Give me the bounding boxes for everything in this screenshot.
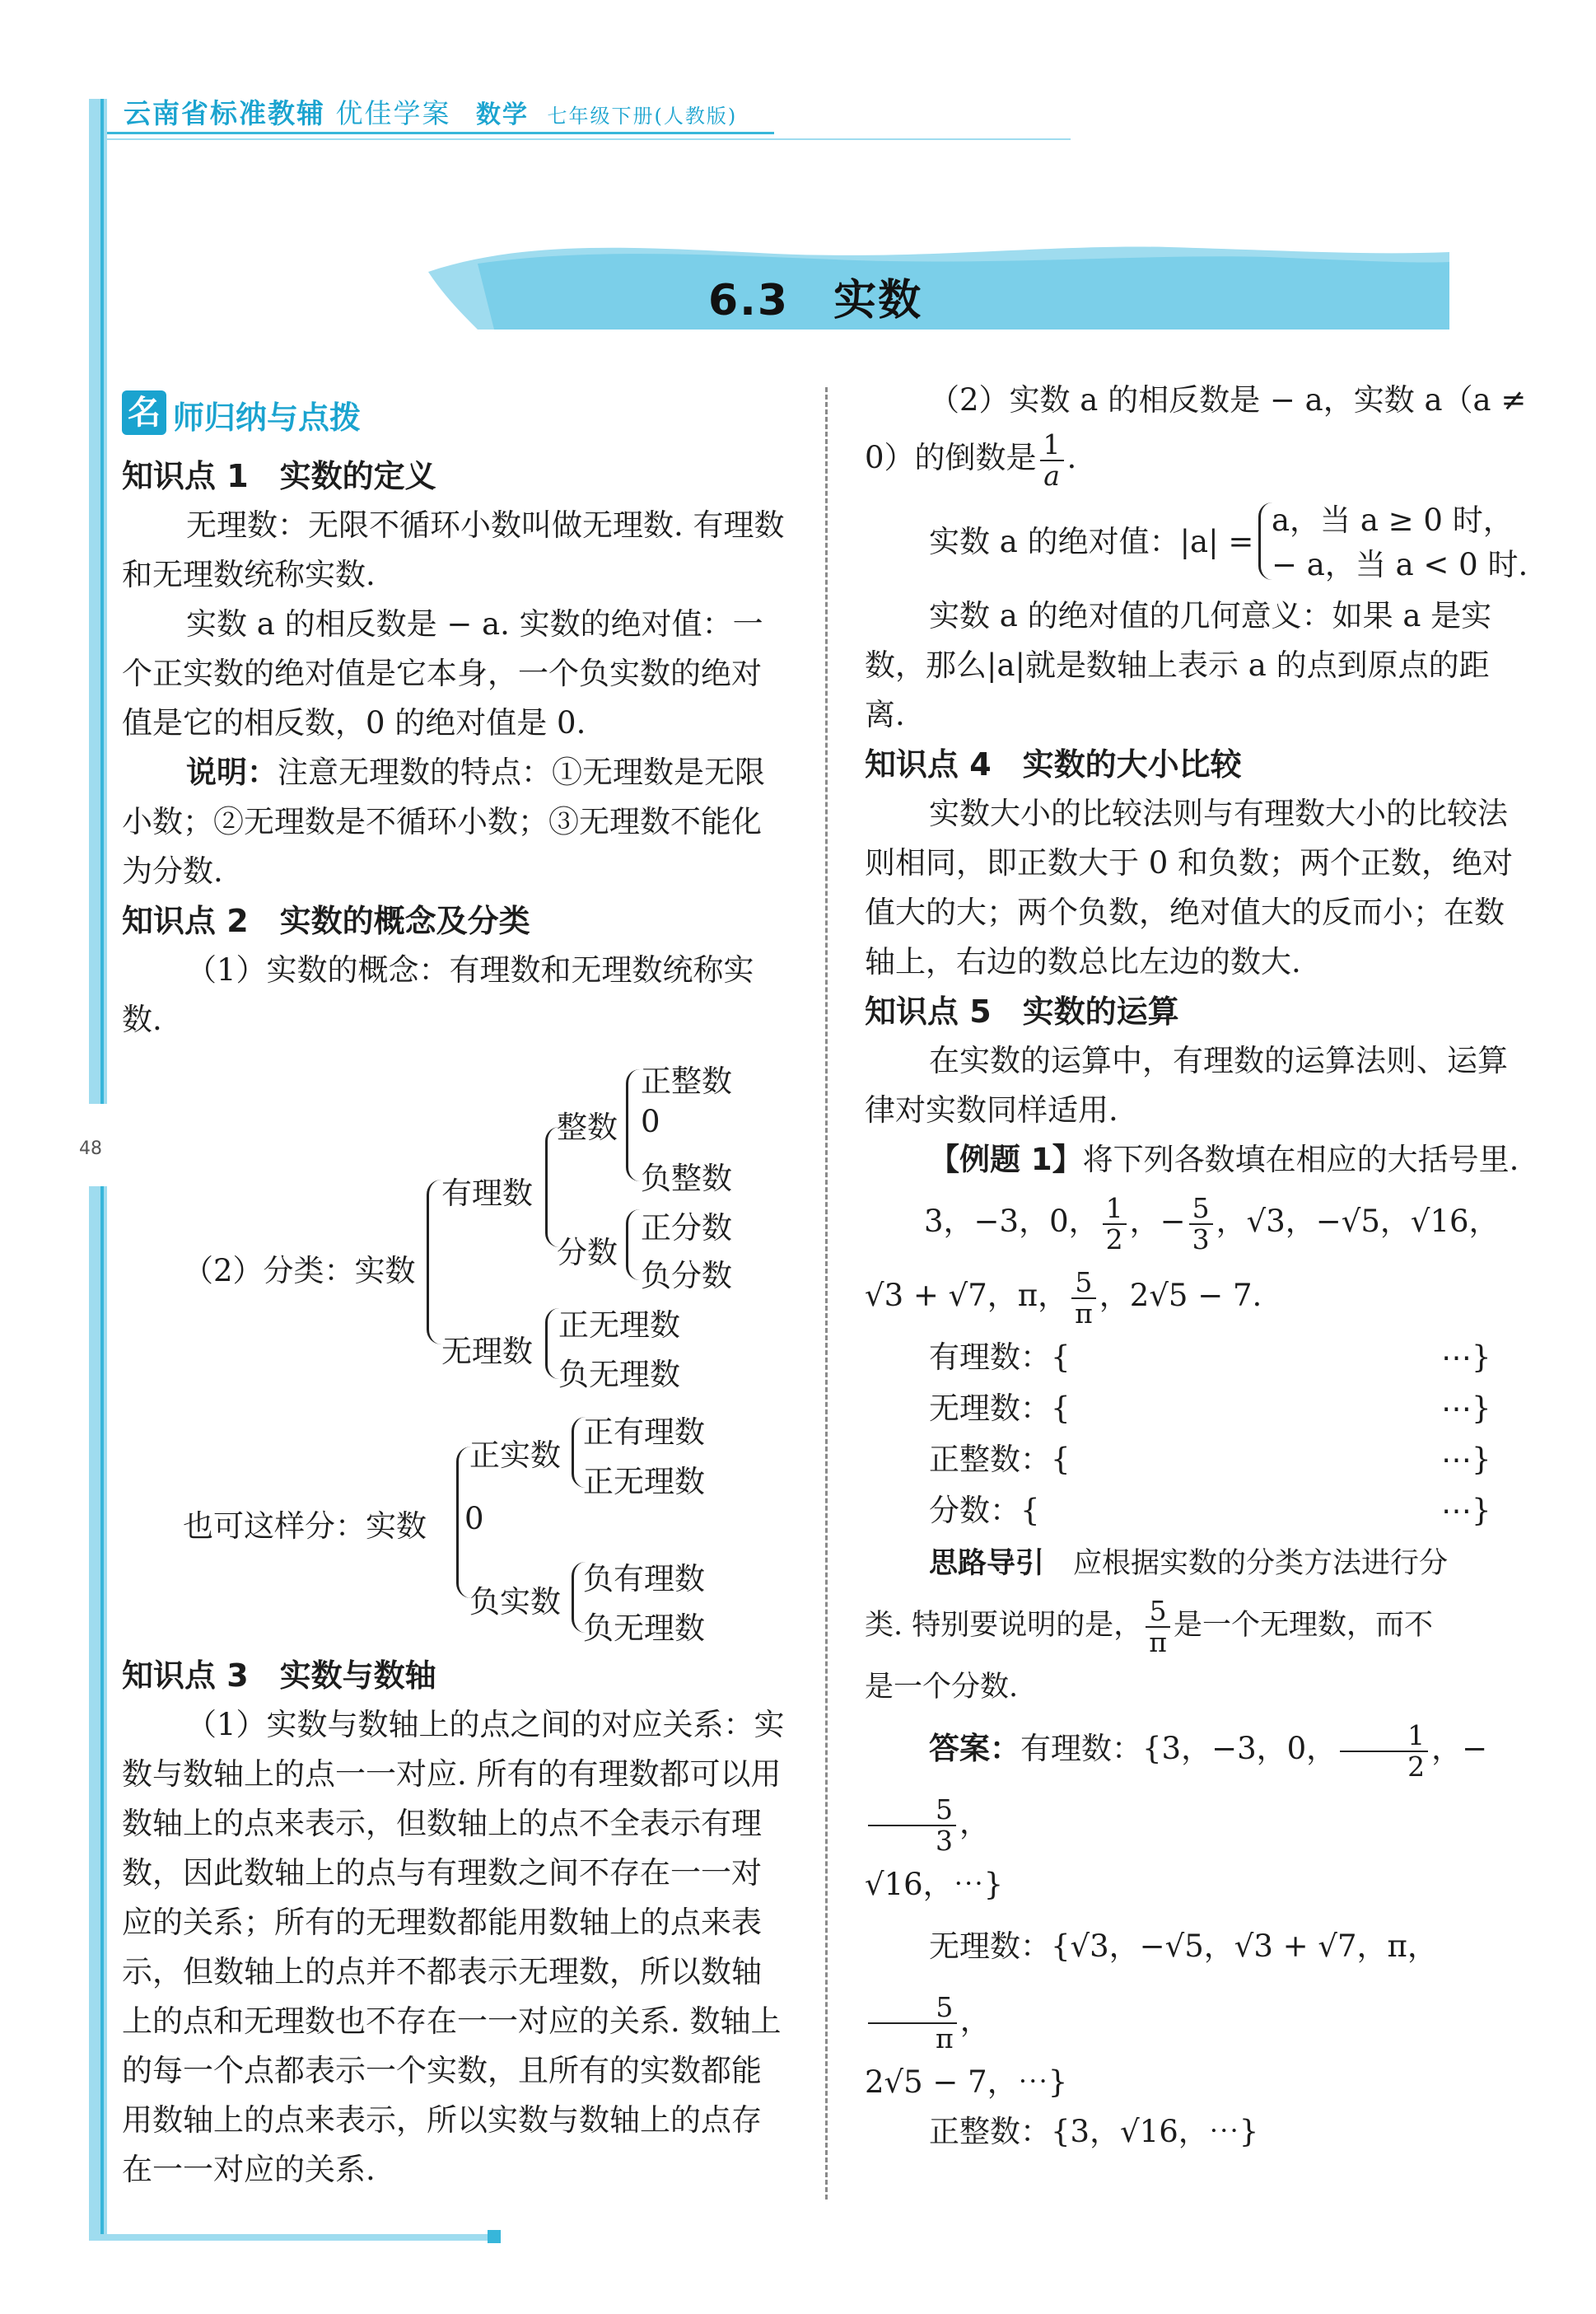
hint-frac-5-pi <box>1146 1596 1170 1657</box>
tree1-pos-irr: 正无理数 <box>558 1307 680 1343</box>
answer-irrational-2: 2√5 − 7，⋯} <box>865 2064 1068 2100</box>
abs-lead: 实数 a 的绝对值：|a| = <box>929 524 1254 559</box>
f53-num: 5 <box>1189 1194 1213 1225</box>
number-list-2 <box>865 1259 1528 1333</box>
hint-label: 思路导引 <box>929 1547 1045 1580</box>
ans-rat-c: ， <box>959 1805 990 1840</box>
set-fraction-end: ⋯} <box>1441 1493 1491 1528</box>
kp4-para: 实数大小的比较法则与有理数大小的比较法则相同，即正数大于 0 和负数；两个正数，绝对值大的大；两个负数，绝对值大的反而小；在数轴上，右边的数总比左边的数大. <box>865 796 1514 979</box>
frac-5-3 <box>1189 1191 1213 1255</box>
r-para1b: 0）的倒数是 $\frac{1}{a}$ . <box>865 428 1077 492</box>
abs-case2: − a，当 a < 0 时. <box>1272 547 1528 582</box>
tree2-pos-irr: 正无理数 <box>583 1464 705 1499</box>
example1 <box>865 1135 1528 1185</box>
title-banner <box>428 239 1449 338</box>
tree2-neg-rat: 负有理数 <box>583 1561 705 1596</box>
ans-half-num: 1 <box>1340 1721 1428 1752</box>
hint-f-num: 5 <box>1146 1596 1170 1628</box>
recip-den: a <box>1043 459 1060 492</box>
kp1-para1: 无理数：无限不循环小数叫做无理数. 有理数和无理数统称实数. <box>122 507 785 592</box>
tree1-pos-frac: 正分数 <box>641 1210 732 1246</box>
tree1-rational: 有理数 <box>441 1176 533 1211</box>
nums-b: ，− <box>1129 1204 1186 1239</box>
note-text: 注意无理数的特点：①无理数是无限小数；②无理数是不循环小数；③无理数不能化为分数. <box>122 755 765 889</box>
hint-b1: 类. 特别要说明的是， <box>865 1609 1143 1642</box>
answer-rational <box>865 1712 1528 1860</box>
frac-5-pi <box>1071 1265 1096 1330</box>
ans-rat-a: 有理数：{3，−3，0， <box>1020 1731 1337 1766</box>
tree2-neg-irr: 负无理数 <box>583 1610 705 1646</box>
column-divider <box>825 387 828 2199</box>
badge-label: 师归纳与点拨 <box>173 400 362 436</box>
abs-value-def <box>865 496 1528 591</box>
kp1-title: 知识点 1 实数的定义 <box>122 458 436 494</box>
kp3-para1: （1）实数与数轴上的点之间的对应关系：实数与数轴上的点一一对应. 所有的有理数都可以用数轴上的点来表示，但数轴上的点不全表示有理数，因此数轴上的点与有理数之间不存在一一对应的关系；所有的无理数都能用数轴上的点来表示，但数轴上的点并不都表示无理数，所以数轴上的点和无理数也不存在一一对应的关系. 数轴上的每一个点都表示一个实数，且所有的实数都能用数轴上的点来表示，所以实数与数轴上的点存在一一对应的关系. <box>122 1707 785 2187</box>
tree2-pos-real: 正实数 <box>469 1437 561 1473</box>
answer-rational-2: √16，⋯} <box>865 1867 1004 1902</box>
nums-a: 3，−3，0， <box>924 1204 1099 1239</box>
kp5-para: 在实数的运算中，有理数的运算法则、运算律对实数同样适用. <box>865 1043 1508 1128</box>
nums-d: √3 + √7，π， <box>865 1278 1069 1313</box>
tree1-pos-int: 正整数 <box>641 1064 732 1099</box>
section-title: 6.3 实数 <box>708 276 923 325</box>
answer-sets <box>865 1333 1528 1539</box>
set-rational-end: ⋯} <box>1441 1339 1491 1375</box>
set-pos-int-end: ⋯} <box>1441 1442 1491 1477</box>
reciprocal-fraction <box>1040 430 1064 491</box>
header-rule-thin <box>107 138 1071 140</box>
kp2-para1: （1）实数的概念：有理数和无理数统称实数. <box>122 952 754 1037</box>
hint-b2: 是一个无理数，而不 <box>1173 1609 1433 1642</box>
f5pi-num: 5 <box>1071 1268 1096 1299</box>
tree2-lead: 也可这样分：实数 <box>183 1508 427 1544</box>
set-rational: 有理数：{ <box>929 1339 1071 1375</box>
tree1-integer: 整数 <box>557 1110 618 1145</box>
ans-53-den: 3 <box>936 1824 953 1857</box>
abs-brace <box>1258 503 1272 580</box>
hint-f-den: π <box>1149 1625 1167 1658</box>
running-header <box>124 92 737 131</box>
example-text: 将下列各数填在相应的大括号里. <box>1082 1142 1519 1177</box>
example-label: 【例题 1】 <box>929 1142 1083 1177</box>
answer-label: 答案： <box>929 1731 1020 1766</box>
number-list-1 <box>865 1185 1528 1259</box>
left-column-top <box>122 451 787 1045</box>
ans-frac-half <box>1340 1718 1428 1783</box>
nums-c: ，√3，−√5，√16， <box>1216 1204 1500 1239</box>
series-name: 云南省标准教辅 <box>124 97 325 129</box>
tree1-neg-irr: 负无理数 <box>558 1357 680 1392</box>
f5pi-den: π <box>1075 1297 1093 1330</box>
tree1-brace-integer <box>626 1069 640 1181</box>
f53-den: 3 <box>1192 1222 1210 1255</box>
ans-5pi-num: 5 <box>868 1993 957 2024</box>
tree1-fraction: 分数 <box>557 1235 618 1270</box>
right-column <box>865 376 1528 2157</box>
page-frame-corner <box>488 2230 501 2243</box>
tree1-irrational: 无理数 <box>441 1334 533 1369</box>
set-fraction: 分数：{ <box>929 1493 1040 1528</box>
header-rule <box>107 132 774 134</box>
tree1-brace-irrational <box>545 1308 559 1379</box>
set-irrational: 无理数：{ <box>929 1391 1071 1426</box>
tree2-neg-real: 负实数 <box>469 1584 561 1620</box>
ans-irr-b: ， <box>959 2003 991 2038</box>
tree1-neg-frac: 负分数 <box>641 1258 732 1293</box>
set-pos-int: 正整数：{ <box>929 1442 1071 1477</box>
answer-irrational <box>865 1910 1528 2058</box>
kp3-title: 知识点 3 实数与数轴 <box>122 1657 436 1694</box>
left-column-bottom <box>122 1651 787 2195</box>
set-irrational-end: ⋯} <box>1441 1391 1491 1426</box>
note-label: 说明： <box>186 755 278 790</box>
hint-line1 <box>865 1539 1528 1588</box>
r-para1a: （2）实数 a 的相反数是 − a，实数 a（a ≠ <box>929 382 1527 418</box>
kp2-title: 知识点 2 实数的概念及分类 <box>122 903 530 939</box>
tree2-zero: 0 <box>464 1501 484 1536</box>
page-frame-bottom <box>89 2234 492 2241</box>
ans-half-den: 2 <box>1407 1750 1426 1783</box>
tree1-brace-fraction <box>626 1209 640 1280</box>
kp5-title: 知识点 5 实数的运算 <box>865 993 1179 1030</box>
half-num: 1 <box>1103 1194 1127 1225</box>
reciprocal-text: 0）的倒数是 <box>865 440 1037 475</box>
ans-5pi-den: π <box>936 2022 954 2055</box>
hint-line3: 是一个分数. <box>865 1671 1019 1704</box>
frac-half <box>1103 1191 1127 1255</box>
page-number: 48 <box>79 1138 102 1159</box>
tree1-lead: （2）分类：实数 <box>183 1253 416 1288</box>
ans-rat-b: ，− <box>1431 1731 1488 1766</box>
kp4-title: 知识点 4 实数的大小比较 <box>865 746 1242 783</box>
kp1-para2: 实数 a 的相反数是 − a. 实数的绝对值：一个正实数的绝对值是它本身，一个负实数的绝对值是它的相反数，0 的绝对值是 0. <box>122 606 763 741</box>
abs-geo: 实数 a 的绝对值的几何意义：如果 a 是实数，那么|a|就是数轴上表示 a 的点到原点的距离. <box>865 598 1492 732</box>
ans-irr-a: 无理数：{√3，−√5，√3 + √7，π， <box>929 1928 1438 1964</box>
abs-case1: a，当 a ≥ 0 时， <box>1272 503 1514 538</box>
grade-label: 七年级下册(人教版) <box>547 105 738 128</box>
subject-name: 数学 <box>476 101 529 129</box>
tree2-pos-rat: 正有理数 <box>583 1414 705 1450</box>
answer-pos-int: 正整数：{3，√16，⋯} <box>929 2114 1259 2149</box>
ans-frac-5-pi <box>868 1990 957 2055</box>
nums-e: ，2√5 − 7. <box>1099 1278 1262 1313</box>
badge-icon: 名 <box>122 390 166 435</box>
ans-53-num: 5 <box>868 1795 956 1826</box>
tree1-neg-int: 负整数 <box>641 1161 732 1196</box>
tree1-zero: 0 <box>641 1104 660 1139</box>
hint-a: 应根据实数的分类方法进行分 <box>1073 1547 1449 1580</box>
hint-line2 <box>865 1588 1528 1662</box>
kp1-note <box>122 748 787 896</box>
recip-num: 1 <box>1040 430 1064 461</box>
half-den: 2 <box>1105 1222 1123 1255</box>
ans-frac-5-3 <box>868 1795 956 1856</box>
book-name: 优佳学案 <box>335 97 451 129</box>
